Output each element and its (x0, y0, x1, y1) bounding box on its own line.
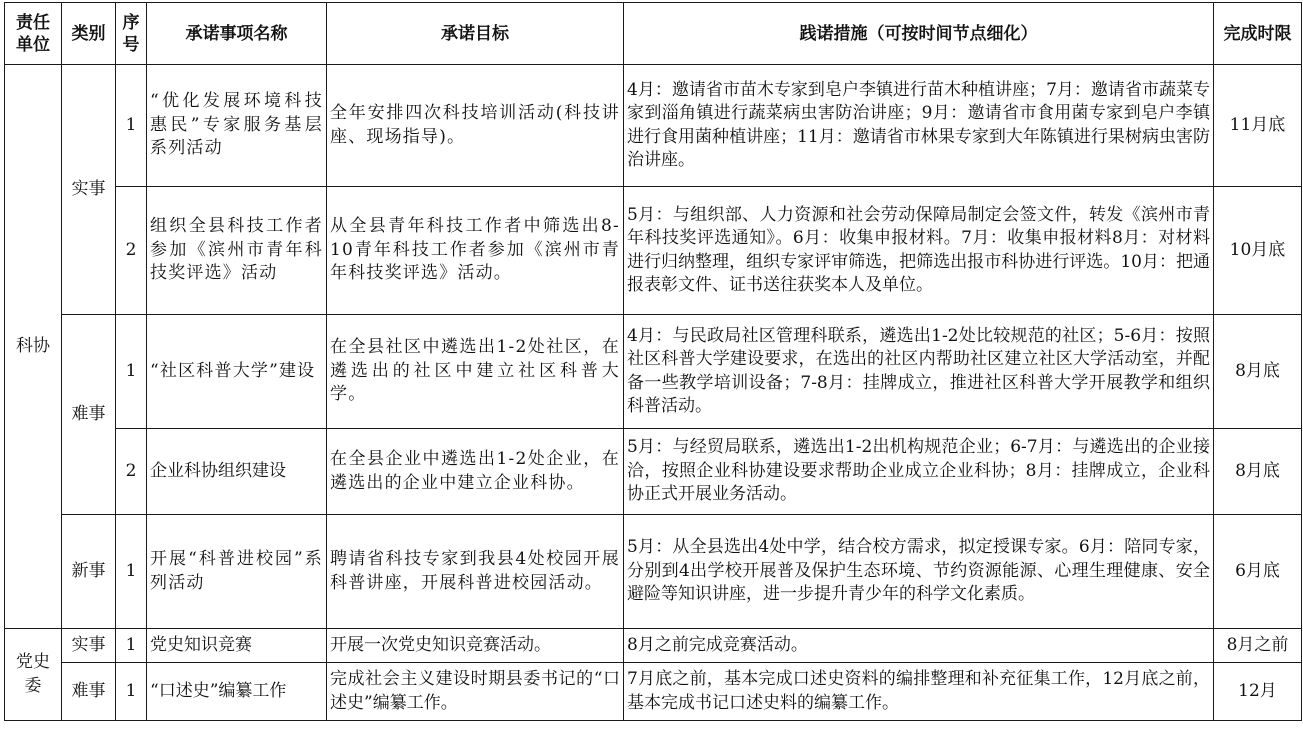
seq-cell: 2 (116, 187, 147, 315)
measures-cell: 4月：邀请省市苗木专家到皂户李镇进行苗木种植讲座；7月：邀请省市蔬菜专家到淄角镇进行蔬菜病虫害防治讲座；9月：邀请省市食用菌专家到皂户李镇进行食用菌种植讲座；11月：邀请省市林果专家到大年陈镇进行果树病虫害防治讲座。 (624, 65, 1214, 187)
category-cell: 实事 (62, 629, 116, 663)
item-name-cell: 组织全县科技工作者参加《滨州市青年科技奖评选》活动 (147, 187, 327, 315)
item-name-cell: 企业科协组织建设 (147, 429, 327, 515)
measures-cell: 5月：与组织部、人力资源和社会劳动保障局制定会签文件，转发《滨州市青年科技奖评选通知》。6月：收集申报材料。7月：收集申报材料8月：对材料进行归纳整理，组织专家评审筛选，把筛选出报市科协进行评选。10月：把通报表彰文件、证书送往获奖本人及单位。 (624, 187, 1214, 315)
category-cell: 新事 (62, 515, 116, 629)
deadline-cell: 11月底 (1214, 65, 1302, 187)
item-name-cell: “优化发展环境科技惠民”专家服务基层系列活动 (147, 65, 327, 187)
header-seq: 序号 (116, 3, 147, 65)
goal-cell: 全年安排四次科技培训活动(科技讲座、现场指导)。 (327, 65, 624, 187)
deadline-cell: 8月之前 (1214, 629, 1302, 663)
category-cell: 实事 (62, 65, 116, 315)
header-name: 承诺事项名称 (147, 3, 327, 65)
table-row (5, 629, 1302, 663)
seq-cell: 1 (116, 315, 147, 429)
measures-cell: 7月底之前，基本完成口述史资料的编排整理和补充征集工作，12月底之前，基本完成书记口述史料的编纂工作。 (624, 663, 1214, 721)
table-row (5, 663, 1302, 721)
deadline-cell: 10月底 (1214, 187, 1302, 315)
goal-cell: 在全县社区中遴选出1-2处社区，在遴选出的社区中建立社区科普大学。 (327, 315, 624, 429)
item-name-cell: “口述史”编纂工作 (147, 663, 327, 721)
table-row (5, 515, 1302, 629)
goal-cell: 在全县企业中遴选出1-2处企业，在遴选出的企业中建立企业科协。 (327, 429, 624, 515)
header-goal: 承诺目标 (327, 3, 624, 65)
category-cell: 难事 (62, 663, 116, 721)
item-name-cell: 开展“科普进校园”系列活动 (147, 515, 327, 629)
goal-cell: 完成社会主义建设时期县委书记的“口述史”编纂工作。 (327, 663, 624, 721)
unit-cell: 科协 (5, 65, 62, 629)
measures-cell: 8月之前完成竞赛活动。 (624, 629, 1214, 663)
item-name-cell: 党史知识竞赛 (147, 629, 327, 663)
measures-cell: 4月：与民政局社区管理科联系，遴选出1-2处比较规范的社区；5-6月：按照社区科普大学建设要求，在选出的社区内帮助社区建立社区大学活动室，并配备一些教学培训设备；7-8月：挂牌成立，推进社区科普大学开展教学和组织科普活动。 (624, 315, 1214, 429)
measures-cell: 5月：从全县选出4处中学，结合校方需求，拟定授课专家。6月：陪同专家，分别到4出学校开展普及保护生态环境、节约资源能源、心理生理健康、安全避险等知识讲座，进一步提升青少年的科学文化素质。 (624, 515, 1214, 629)
header-row (5, 3, 1302, 65)
seq-cell: 1 (116, 663, 147, 721)
seq-cell: 2 (116, 429, 147, 515)
unit-cell: 党史委 (5, 629, 62, 721)
deadline-cell: 12月 (1214, 663, 1302, 721)
seq-cell: 1 (116, 65, 147, 187)
commitment-table (4, 2, 1302, 721)
table-row (5, 65, 1302, 187)
table-row (5, 315, 1302, 429)
header-unit: 责任单位 (5, 3, 62, 65)
seq-cell: 1 (116, 629, 147, 663)
deadline-cell: 8月底 (1214, 429, 1302, 515)
seq-cell: 1 (116, 515, 147, 629)
item-name-cell: “社区科普大学”建设 (147, 315, 327, 429)
header-deadline: 完成时限 (1214, 3, 1302, 65)
goal-cell: 从全县青年科技工作者中筛选出8-10青年科技工作者参加《滨州市青年科技奖评选》活动。 (327, 187, 624, 315)
goal-cell: 开展一次党史知识竞赛活动。 (327, 629, 624, 663)
table-row (5, 187, 1302, 315)
table-row (5, 429, 1302, 515)
measures-cell: 5月：与经贸局联系，遴选出1-2出机构规范企业；6-7月：与遴选出的企业接洽，按照企业科协建设要求帮助企业成立企业科协；8月：挂牌成立，企业科协正式开展业务活动。 (624, 429, 1214, 515)
header-measures: 践诺措施（可按时间节点细化） (624, 3, 1214, 65)
header-type: 类别 (62, 3, 116, 65)
goal-cell: 聘请省科技专家到我县4处校园开展科普讲座，开展科普进校园活动。 (327, 515, 624, 629)
category-cell: 难事 (62, 315, 116, 515)
deadline-cell: 8月底 (1214, 315, 1302, 429)
deadline-cell: 6月底 (1214, 515, 1302, 629)
